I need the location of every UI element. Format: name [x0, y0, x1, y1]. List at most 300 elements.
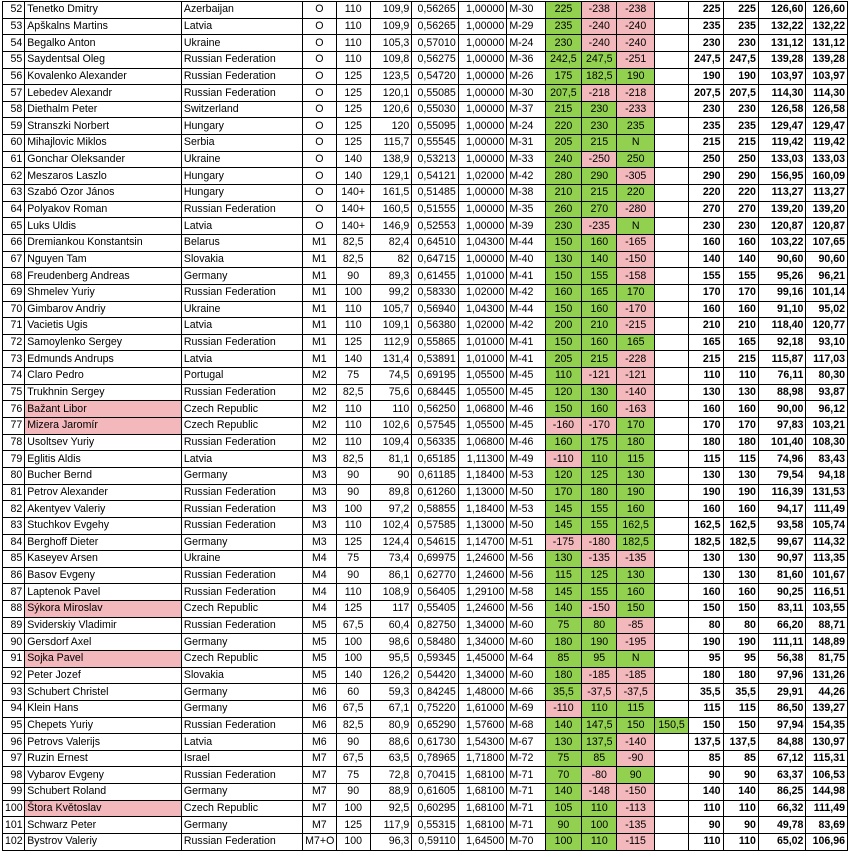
attempt-4-cell [654, 218, 688, 235]
country-cell: Russian Federation [181, 501, 302, 518]
athlete-name-cell: Schwarz Peter [25, 817, 182, 834]
attempt-3-cell: 170 [617, 418, 654, 435]
table-row [3, 18, 848, 35]
attempt-4-cell [654, 251, 688, 268]
weight-class-cell: 140+ [336, 185, 370, 202]
class-cell: M7 [303, 817, 336, 834]
attempt-1-cell: 120 [545, 467, 581, 484]
age-coefficient-cell: 1,01000 [458, 268, 507, 285]
age-category-cell: M-64 [507, 650, 545, 667]
bodyweight-cell: 117 [370, 601, 411, 618]
coefficient-cell: 0,69195 [412, 368, 458, 385]
attempt-1-cell: 130 [545, 551, 581, 568]
athlete-name-cell: Sviderskiy Vladimir [25, 617, 182, 634]
attempt-1-cell: 230 [545, 35, 581, 52]
weight-class-cell: 82,5 [336, 234, 370, 251]
age-coefficient-cell: 1,68100 [458, 784, 507, 801]
bodyweight-cell: 89,8 [370, 484, 411, 501]
row-number-cell: 99 [3, 784, 25, 801]
bodyweight-cell: 82 [370, 251, 411, 268]
attempt-1-cell: 220 [545, 118, 581, 135]
points-cell: 129,47 [758, 118, 806, 135]
country-cell: Germany [181, 268, 302, 285]
age-category-cell: M-49 [507, 451, 545, 468]
row-number-cell: 56 [3, 68, 25, 85]
age-category-cell: M-53 [507, 501, 545, 518]
athlete-name-cell: Kovalenko Alexander [25, 68, 182, 85]
final-points-cell: 90,60 [806, 251, 848, 268]
athlete-name-cell: Kaseyev Arsen [25, 551, 182, 568]
total-cell: 35,5 [723, 684, 758, 701]
bodyweight-cell: 131,4 [370, 351, 411, 368]
athlete-name-cell: Vacietis Ugis [25, 318, 182, 335]
athlete-name-cell: Meszaros Laszlo [25, 168, 182, 185]
bodyweight-cell: 67,1 [370, 700, 411, 717]
attempt-4-cell [654, 434, 688, 451]
class-cell: O [303, 201, 336, 218]
class-cell: M4 [303, 551, 336, 568]
attempt-4-cell [654, 817, 688, 834]
attempt-2-cell: 160 [582, 334, 617, 351]
bodyweight-cell: 99,2 [370, 284, 411, 301]
table-row [3, 584, 848, 601]
attempt-2-cell: -240 [582, 35, 617, 52]
attempt-2-cell: 155 [582, 517, 617, 534]
row-number-cell: 92 [3, 667, 25, 684]
best-lift-cell: 160 [689, 234, 723, 251]
athlete-name-cell: Szabó Ozor János [25, 185, 182, 202]
age-coefficient-cell: 1,00000 [458, 218, 507, 235]
attempt-2-cell: -250 [582, 151, 617, 168]
table-row [3, 667, 848, 684]
table-row [3, 817, 848, 834]
athlete-name-cell: Usoltsev Yuriy [25, 434, 182, 451]
best-lift-cell: 170 [689, 284, 723, 301]
coefficient-cell: 0,57010 [412, 35, 458, 52]
total-cell: 140 [723, 784, 758, 801]
coefficient-cell: 0,54420 [412, 667, 458, 684]
bodyweight-cell: 126,2 [370, 667, 411, 684]
best-lift-cell: 130 [689, 567, 723, 584]
attempt-1-cell: 207,5 [545, 85, 581, 102]
final-points-cell: 133,03 [806, 151, 848, 168]
best-lift-cell: 180 [689, 434, 723, 451]
age-category-cell: M-50 [507, 517, 545, 534]
attempt-1-cell: 130 [545, 734, 581, 751]
table-row [3, 151, 848, 168]
points-cell: 126,60 [758, 2, 806, 19]
row-number-cell: 80 [3, 467, 25, 484]
age-category-cell: M-33 [507, 151, 545, 168]
age-coefficient-cell: 1,00000 [458, 18, 507, 35]
attempt-2-cell: 110 [582, 800, 617, 817]
attempt-2-cell: 290 [582, 168, 617, 185]
table-row [3, 784, 848, 801]
total-cell: 210 [723, 318, 758, 335]
best-lift-cell: 155 [689, 268, 723, 285]
country-cell: Czech Republic [181, 401, 302, 418]
country-cell: Russian Federation [181, 284, 302, 301]
country-cell: Serbia [181, 135, 302, 152]
best-lift-cell: 230 [689, 218, 723, 235]
table-row [3, 334, 848, 351]
attempt-2-cell: -170 [582, 418, 617, 435]
class-cell: O [303, 2, 336, 19]
best-lift-cell: 130 [689, 551, 723, 568]
coefficient-cell: 0,78965 [412, 750, 458, 767]
athlete-name-cell: Bažant Libor [25, 401, 182, 418]
country-cell: Czech Republic [181, 650, 302, 667]
attempt-1-cell: 70 [545, 767, 581, 784]
coefficient-cell: 0,58330 [412, 284, 458, 301]
coefficient-cell: 0,75220 [412, 700, 458, 717]
attempt-4-cell [654, 301, 688, 318]
attempt-3-cell: 150 [617, 601, 654, 618]
table-row [3, 251, 848, 268]
athlete-name-cell: Schubert Christel [25, 684, 182, 701]
table-row [3, 451, 848, 468]
age-coefficient-cell: 1,02000 [458, 318, 507, 335]
best-lift-cell: 290 [689, 168, 723, 185]
attempt-3-cell: 160 [617, 501, 654, 518]
final-points-cell: 120,87 [806, 218, 848, 235]
class-cell: M1 [303, 334, 336, 351]
weight-class-cell: 125 [336, 817, 370, 834]
age-category-cell: M-39 [507, 218, 545, 235]
table-row [3, 85, 848, 102]
bodyweight-cell: 96,3 [370, 834, 411, 851]
weight-class-cell: 125 [336, 601, 370, 618]
table-row [3, 734, 848, 751]
attempt-3-cell: -233 [617, 101, 654, 118]
age-coefficient-cell: 1,45000 [458, 650, 507, 667]
row-number-cell: 90 [3, 634, 25, 651]
attempt-3-cell: N [617, 650, 654, 667]
attempt-4-cell [654, 334, 688, 351]
best-lift-cell: 162,5 [689, 517, 723, 534]
attempt-4-cell [654, 734, 688, 751]
attempt-1-cell: 225 [545, 2, 581, 19]
best-lift-cell: 225 [689, 2, 723, 19]
bodyweight-cell: 90 [370, 467, 411, 484]
country-cell: Germany [181, 817, 302, 834]
attempt-1-cell: 175 [545, 68, 581, 85]
age-coefficient-cell: 1,00000 [458, 151, 507, 168]
athlete-name-cell: Petrovs Valerijs [25, 734, 182, 751]
best-lift-cell: 220 [689, 185, 723, 202]
age-coefficient-cell: 1,01000 [458, 334, 507, 351]
table-row [3, 201, 848, 218]
class-cell: M6 [303, 684, 336, 701]
attempt-3-cell: 170 [617, 284, 654, 301]
class-cell: O [303, 35, 336, 52]
bodyweight-cell: 88,9 [370, 784, 411, 801]
coefficient-cell: 0,56250 [412, 401, 458, 418]
table-row [3, 51, 848, 68]
best-lift-cell: 190 [689, 484, 723, 501]
attempt-3-cell: 115 [617, 451, 654, 468]
country-cell: Latvia [181, 18, 302, 35]
attempt-4-cell [654, 384, 688, 401]
country-cell: Czech Republic [181, 800, 302, 817]
points-cell: 90,60 [758, 251, 806, 268]
country-cell: Germany [181, 684, 302, 701]
attempt-3-cell: 130 [617, 567, 654, 584]
best-lift-cell: 110 [689, 800, 723, 817]
attempt-3-cell: 160 [617, 584, 654, 601]
points-cell: 93,58 [758, 517, 806, 534]
table-row [3, 301, 848, 318]
attempt-1-cell: 235 [545, 18, 581, 35]
attempt-2-cell: 155 [582, 501, 617, 518]
total-cell: 80 [723, 617, 758, 634]
total-cell: 220 [723, 185, 758, 202]
row-number-cell: 57 [3, 85, 25, 102]
attempt-4-cell [654, 151, 688, 168]
bodyweight-cell: 88,6 [370, 734, 411, 751]
attempt-1-cell: -175 [545, 534, 581, 551]
points-cell: 29,91 [758, 684, 806, 701]
points-cell: 113,27 [758, 185, 806, 202]
attempt-2-cell: 155 [582, 584, 617, 601]
coefficient-cell: 0,61260 [412, 484, 458, 501]
attempt-1-cell: -110 [545, 700, 581, 717]
coefficient-cell: 0,69975 [412, 551, 458, 568]
age-coefficient-cell: 1,02000 [458, 284, 507, 301]
attempt-3-cell: 162,5 [617, 517, 654, 534]
country-cell: Czech Republic [181, 418, 302, 435]
athlete-name-cell: Laptenok Pavel [25, 584, 182, 601]
weight-class-cell: 140+ [336, 218, 370, 235]
coefficient-cell: 0,51485 [412, 185, 458, 202]
table-row [3, 168, 848, 185]
attempt-3-cell: -135 [617, 817, 654, 834]
attempt-4-cell [654, 168, 688, 185]
bodyweight-cell: 160,5 [370, 201, 411, 218]
coefficient-cell: 0,54615 [412, 534, 458, 551]
attempt-2-cell: 215 [582, 135, 617, 152]
best-lift-cell: 215 [689, 135, 723, 152]
attempt-4-cell [654, 234, 688, 251]
weight-class-cell: 110 [336, 517, 370, 534]
class-cell: M6 [303, 734, 336, 751]
final-points-cell: 93,87 [806, 384, 848, 401]
age-category-cell: M-44 [507, 301, 545, 318]
coefficient-cell: 0,58480 [412, 634, 458, 651]
age-category-cell: M-29 [507, 18, 545, 35]
best-lift-cell: 160 [689, 401, 723, 418]
attempt-3-cell: -218 [617, 85, 654, 102]
best-lift-cell: 190 [689, 634, 723, 651]
attempt-2-cell: 110 [582, 451, 617, 468]
attempt-3-cell: -90 [617, 750, 654, 767]
row-number-cell: 84 [3, 534, 25, 551]
country-cell: Ukraine [181, 35, 302, 52]
table-row [3, 567, 848, 584]
attempt-3-cell: -215 [617, 318, 654, 335]
country-cell: Latvia [181, 734, 302, 751]
age-coefficient-cell: 1,68100 [458, 800, 507, 817]
attempt-3-cell: -240 [617, 35, 654, 52]
attempt-3-cell: 182,5 [617, 534, 654, 551]
coefficient-cell: 0,52553 [412, 218, 458, 235]
athlete-name-cell: Gersdorf Axel [25, 634, 182, 651]
weight-class-cell: 125 [336, 118, 370, 135]
attempt-2-cell: 140 [582, 251, 617, 268]
class-cell: M5 [303, 667, 336, 684]
attempt-3-cell: -85 [617, 617, 654, 634]
row-number-cell: 59 [3, 118, 25, 135]
bodyweight-cell: 63,5 [370, 750, 411, 767]
coefficient-cell: 0,60295 [412, 800, 458, 817]
coefficient-cell: 0,84245 [412, 684, 458, 701]
final-points-cell: 117,03 [806, 351, 848, 368]
row-number-cell: 86 [3, 567, 25, 584]
final-points-cell: 129,47 [806, 118, 848, 135]
final-points-cell: 119,42 [806, 135, 848, 152]
best-lift-cell: 80 [689, 617, 723, 634]
coefficient-cell: 0,82750 [412, 617, 458, 634]
final-points-cell: 139,20 [806, 201, 848, 218]
attempt-2-cell: -80 [582, 767, 617, 784]
class-cell: M7 [303, 800, 336, 817]
attempt-4-cell [654, 634, 688, 651]
points-cell: 66,32 [758, 800, 806, 817]
table-row [3, 118, 848, 135]
best-lift-cell: 90 [689, 817, 723, 834]
coefficient-cell: 0,61730 [412, 734, 458, 751]
total-cell: 130 [723, 384, 758, 401]
final-points-cell: 144,98 [806, 784, 848, 801]
row-number-cell: 74 [3, 368, 25, 385]
country-cell: Ukraine [181, 551, 302, 568]
row-number-cell: 83 [3, 517, 25, 534]
age-coefficient-cell: 1,14700 [458, 534, 507, 551]
country-cell: Russian Federation [181, 717, 302, 734]
best-lift-cell: 210 [689, 318, 723, 335]
attempt-4-cell [654, 650, 688, 667]
attempt-2-cell: -180 [582, 534, 617, 551]
attempt-1-cell: 110 [545, 368, 581, 385]
attempt-2-cell: 110 [582, 700, 617, 717]
total-cell: 207,5 [723, 85, 758, 102]
results-table [2, 1, 848, 851]
age-coefficient-cell: 1,00000 [458, 51, 507, 68]
best-lift-cell: 35,5 [689, 684, 723, 701]
class-cell: M5 [303, 650, 336, 667]
class-cell: M3 [303, 484, 336, 501]
final-points-cell: 106,53 [806, 767, 848, 784]
attempt-2-cell: 215 [582, 351, 617, 368]
bodyweight-cell: 120,1 [370, 85, 411, 102]
total-cell: 182,5 [723, 534, 758, 551]
points-cell: 81,60 [758, 567, 806, 584]
class-cell: M4 [303, 584, 336, 601]
total-cell: 140 [723, 251, 758, 268]
total-cell: 190 [723, 68, 758, 85]
attempt-1-cell: 205 [545, 351, 581, 368]
weight-class-cell: 110 [336, 51, 370, 68]
attempt-2-cell: -135 [582, 551, 617, 568]
attempt-1-cell: 210 [545, 185, 581, 202]
age-category-cell: M-71 [507, 800, 545, 817]
final-points-cell: 132,22 [806, 18, 848, 35]
row-number-cell: 102 [3, 834, 25, 851]
age-category-cell: M-60 [507, 634, 545, 651]
attempt-1-cell: 85 [545, 650, 581, 667]
total-cell: 137,5 [723, 734, 758, 751]
athlete-name-cell: Berghoff Dieter [25, 534, 182, 551]
bodyweight-cell: 109,8 [370, 51, 411, 68]
age-category-cell: M-45 [507, 384, 545, 401]
best-lift-cell: 140 [689, 251, 723, 268]
country-cell: Russian Federation [181, 334, 302, 351]
coefficient-cell: 0,53213 [412, 151, 458, 168]
final-points-cell: 80,30 [806, 368, 848, 385]
attempt-2-cell: -240 [582, 18, 617, 35]
points-cell: 133,03 [758, 151, 806, 168]
coefficient-cell: 0,62770 [412, 567, 458, 584]
bodyweight-cell: 82,4 [370, 234, 411, 251]
attempt-4-cell [654, 68, 688, 85]
attempt-3-cell: -115 [617, 834, 654, 851]
total-cell: 110 [723, 800, 758, 817]
bodyweight-cell: 124,4 [370, 534, 411, 551]
athlete-name-cell: Gonchar Oleksander [25, 151, 182, 168]
class-cell: M7 [303, 750, 336, 767]
best-lift-cell: 160 [689, 501, 723, 518]
points-cell: 79,54 [758, 467, 806, 484]
total-cell: 160 [723, 501, 758, 518]
age-coefficient-cell: 1,01000 [458, 351, 507, 368]
athlete-name-cell: Bystrov Valeriy [25, 834, 182, 851]
attempt-1-cell: 145 [545, 584, 581, 601]
attempt-4-cell [654, 368, 688, 385]
age-category-cell: M-56 [507, 567, 545, 584]
final-points-cell: 131,12 [806, 35, 848, 52]
table-row [3, 434, 848, 451]
class-cell: M3 [303, 517, 336, 534]
total-cell: 190 [723, 484, 758, 501]
total-cell: 160 [723, 401, 758, 418]
bodyweight-cell: 102,4 [370, 517, 411, 534]
weight-class-cell: 125 [336, 101, 370, 118]
attempt-4-cell [654, 484, 688, 501]
final-points-cell: 96,21 [806, 268, 848, 285]
points-cell: 156,95 [758, 168, 806, 185]
age-coefficient-cell: 1,05500 [458, 368, 507, 385]
athlete-name-cell: Chepets Yuriy [25, 717, 182, 734]
total-cell: 230 [723, 35, 758, 52]
attempt-4-cell [654, 784, 688, 801]
row-number-cell: 75 [3, 384, 25, 401]
points-cell: 132,22 [758, 18, 806, 35]
attempt-1-cell: 140 [545, 601, 581, 618]
coefficient-cell: 0,56265 [412, 2, 458, 19]
attempt-4-cell [654, 534, 688, 551]
table-row [3, 284, 848, 301]
bodyweight-cell: 81,1 [370, 451, 411, 468]
row-number-cell: 72 [3, 334, 25, 351]
age-coefficient-cell: 1,00000 [458, 135, 507, 152]
attempt-1-cell: 150 [545, 234, 581, 251]
attempt-1-cell: 145 [545, 517, 581, 534]
athlete-name-cell: Samoylenko Sergey [25, 334, 182, 351]
athlete-name-cell: Begalko Anton [25, 35, 182, 52]
class-cell: O [303, 118, 336, 135]
table-row [3, 401, 848, 418]
age-category-cell: M-58 [507, 584, 545, 601]
